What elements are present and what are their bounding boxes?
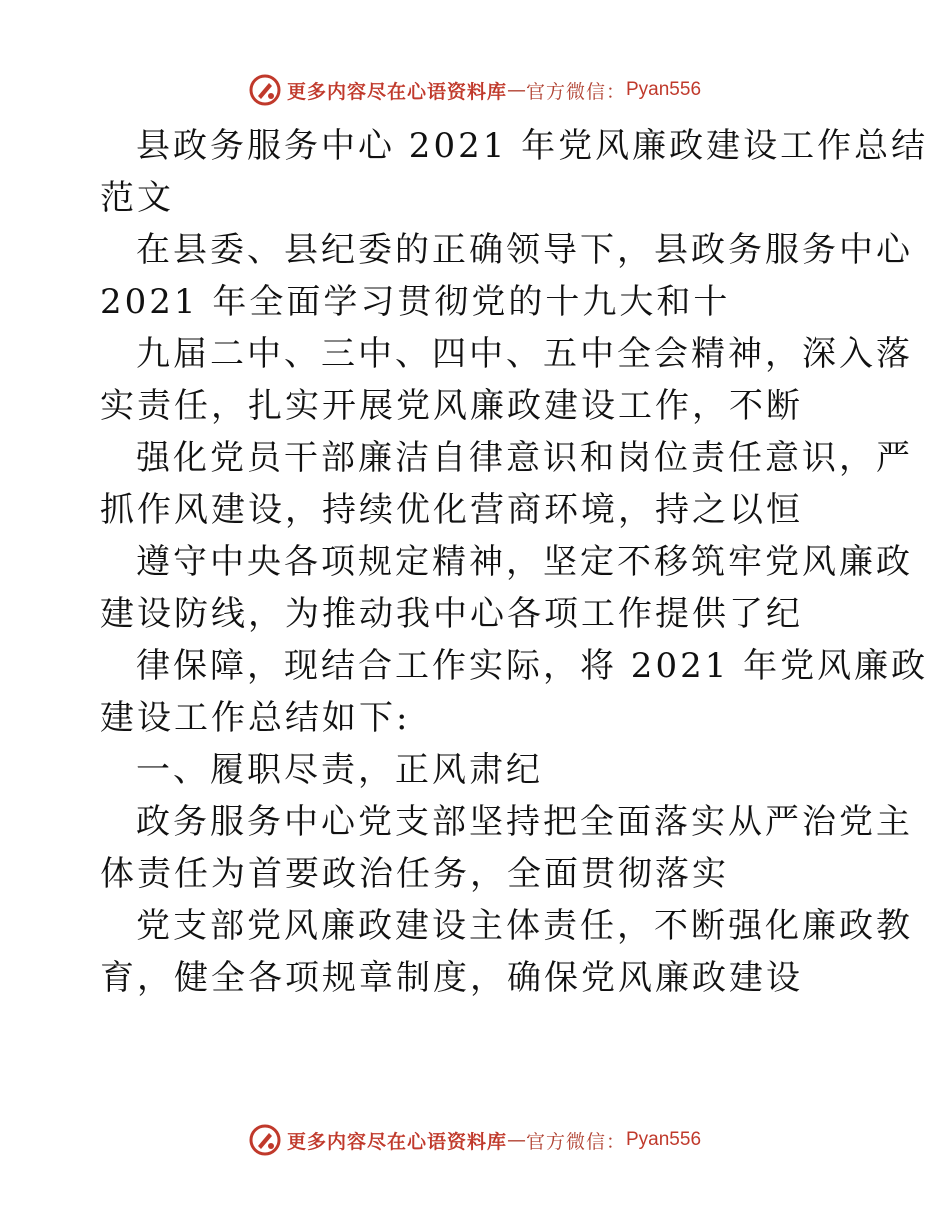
watermark-id: Pyan556 bbox=[626, 1129, 702, 1150]
paragraph-line: 在县委、县纪委的正确领导下，县政务服务中心 bbox=[136, 230, 913, 270]
watermark-sub: 官方微信： bbox=[525, 1130, 626, 1153]
watermark-dash: — bbox=[506, 79, 526, 101]
watermark-sub: 官方微信： bbox=[525, 80, 626, 103]
watermark-text: 更多内容尽在心语资料库 bbox=[286, 80, 507, 103]
doc-title-line-2: 范文 bbox=[100, 178, 174, 218]
document-body bbox=[100, 120, 929, 1004]
paragraph-line: 九届二中、三中、四中、五中全会精神，深入落 bbox=[136, 334, 913, 374]
paragraph-line: 建设防线，为推动我中心各项工作提供了纪 bbox=[100, 594, 803, 634]
logo-icon bbox=[249, 1124, 281, 1156]
watermark-text: 更多内容尽在心语资料库 bbox=[286, 1130, 507, 1153]
paragraph-line: 建设工作总结如下: bbox=[100, 698, 411, 738]
paragraph-line: 育，健全各项规章制度，确保党风廉政建设 bbox=[100, 958, 803, 998]
paragraph-line: 党支部党风廉政建设主体责任，不断强化廉政教 bbox=[136, 906, 913, 946]
doc-title-line-1: 县政务服务中心 2021 年党风廉政建设工作总结 bbox=[136, 126, 929, 166]
paragraph-line: 政务服务中心党支部坚持把全面落实从严治党主 bbox=[136, 802, 913, 842]
paragraph-line: 体责任为首要政治任务，全面贯彻落实 bbox=[100, 854, 729, 894]
watermark-dash: — bbox=[506, 1129, 526, 1151]
logo-icon bbox=[249, 74, 281, 106]
paragraph-line: 2021 年全面学习贯彻党的十九大和十 bbox=[100, 282, 731, 322]
paragraph-line: 强化党员干部廉洁自律意识和岗位责任意识，严 bbox=[136, 438, 913, 478]
paragraph-line: 实责任，扎实开展党风廉政建设工作，不断 bbox=[100, 386, 803, 426]
section-heading: 一、履职尽责，正风肃纪 bbox=[136, 750, 543, 790]
paragraph-line: 抓作风建设，持续优化营商环境，持之以恒 bbox=[100, 490, 803, 530]
watermark-banner-top bbox=[0, 70, 950, 110]
paragraph-line: 遵守中央各项规定精神，坚定不移筑牢党风廉政 bbox=[136, 542, 913, 582]
paragraph-line: 律保障，现结合工作实际，将 2021 年党风廉政 bbox=[136, 646, 929, 686]
watermark-id: Pyan556 bbox=[626, 79, 702, 100]
watermark-banner-bottom bbox=[0, 1120, 950, 1160]
